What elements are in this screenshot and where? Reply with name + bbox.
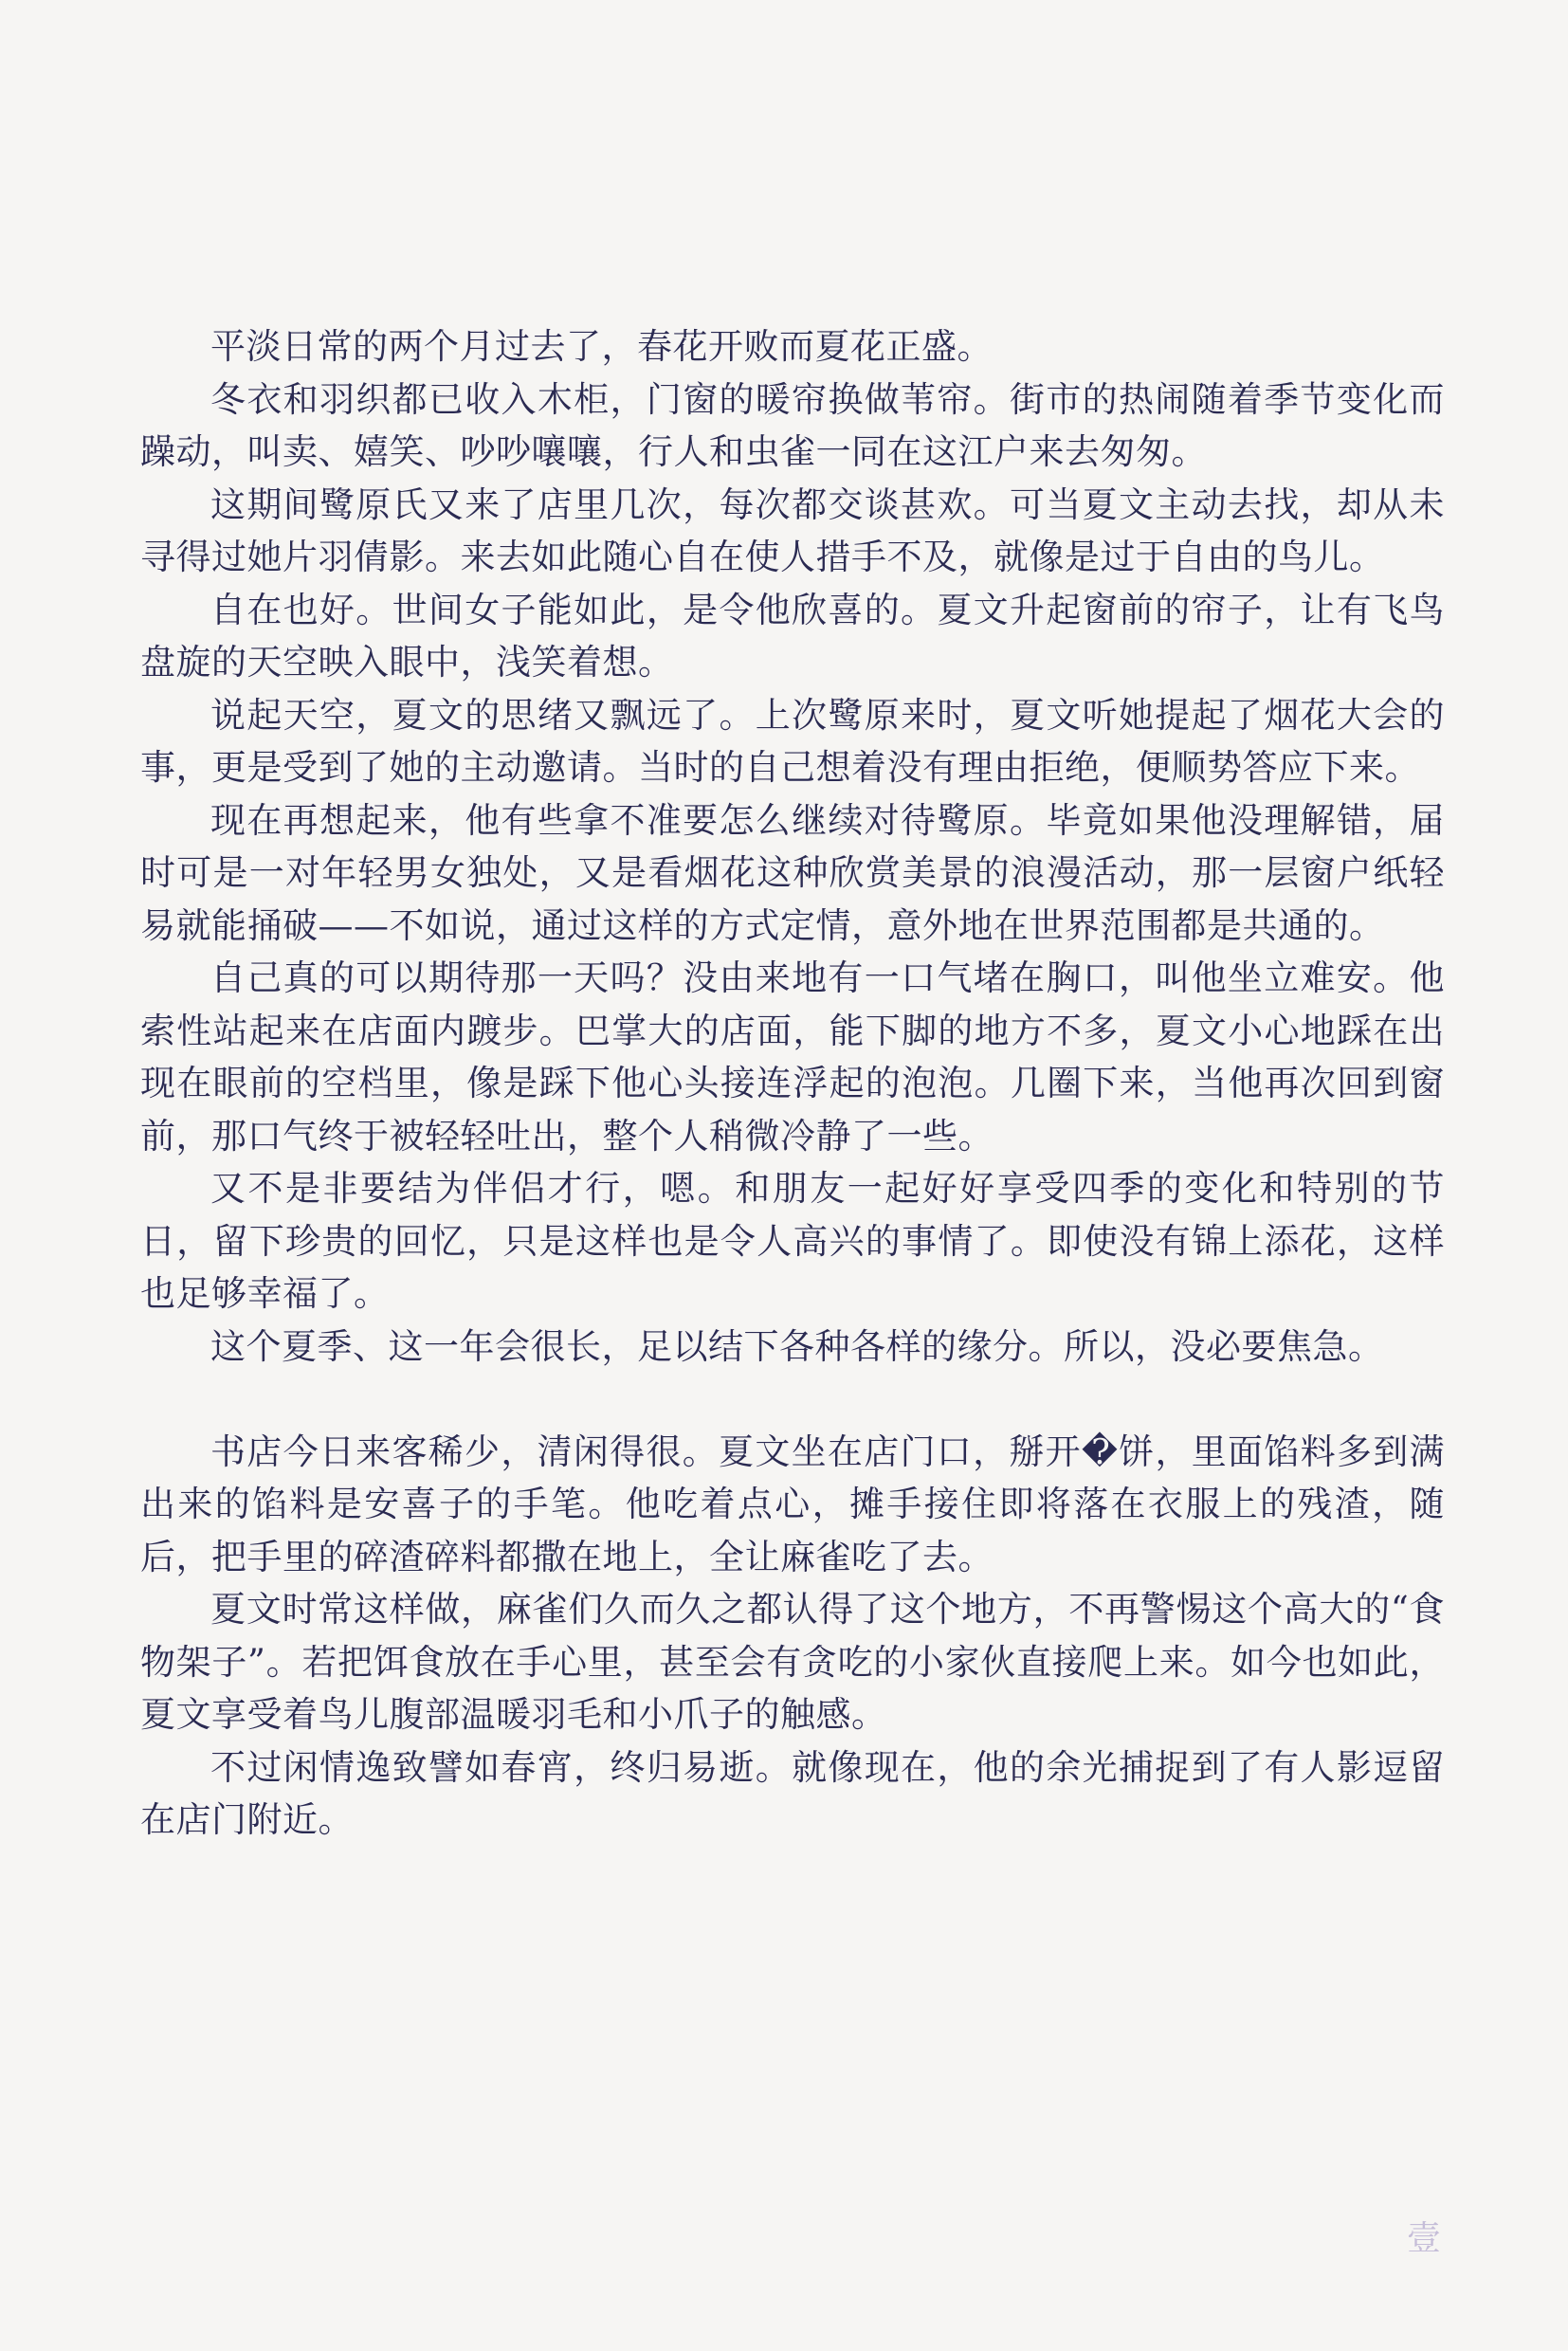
paragraph: 现在再想起来，他有些拿不准要怎么继续对待鹭原。毕竟如果他没理解错，届时可是一对年轻男女独处，又是看烟花这种欣赏美景的浪漫活动，那一层窗户纸轻易就能捅破——不如说，通过这样的方式定情，意外地在世界范围都是共通的。: [140, 799, 1445, 946]
paragraph: 自在也好。世间女子能如此，是令他欣喜的。夏文升起窗前的帘子，让有飞鸟盘旋的天空映入眼中，浅笑着想。: [140, 589, 1445, 683]
paragraph: 这个夏季、这一年会很长，足以结下各种各样的缘分。所以，没必要焦急。: [210, 1325, 1384, 1367]
paragraph: 冬衣和羽织都已收入木柜，门窗的暖帘换做苇帘。街市的热闹随着季节变化而躁动，叫卖、嬉笑、吵吵嚷嚷，行人和虫雀一同在这江户来去匆匆。: [140, 378, 1445, 472]
paragraph: 平淡日常的两个月过去了，春花开败而夏花正盛。: [210, 326, 993, 367]
paragraph: 自己真的可以期待那一天吗？没由来地有一口气堵在胸口，叫他坐立难安。他索性站起来在店面内踱步。巴掌大的店面，能下脚的地方不多，夏文小心地踩在出现在眼前的空档里，像是踩下他心头接连浮起的泡泡。几圈下来，当他再次回到窗前，那口气终于被轻轻吐出，整个人稍微冷静了一些。: [140, 957, 1445, 1157]
paragraph: 又不是非要结为伴侣才行，嗯。和朋友一起好好享受四季的变化和特别的节日，留下珍贵的回忆，只是这样也是令人高兴的事情了。即使没有锦上添花，这样也足够幸福了。: [140, 1168, 1445, 1314]
page-number: 壹: [1406, 2219, 1441, 2258]
paragraph: 说起天空，夏文的思绪又飘远了。上次鹭原来时，夏文听她提起了烟花大会的事，更是受到了她的主动邀请。当时的自己想着没有理由拒绝，便顺势答应下来。: [140, 694, 1445, 788]
paragraph: 这期间鹭原氏又来了店里几次，每次都交谈甚欢。可当夏文主动去找，却从未寻得过她片羽倩影。来去如此随心自在使人措手不及，就像是过于自由的鸟儿。: [140, 483, 1445, 577]
section-break: [140, 1373, 1445, 1426]
paragraph: 夏文时常这样做，麻雀们久而久之都认得了这个地方，不再警惕这个高大的“食物架子”。若把饵食放在手心里，甚至会有贪吃的小家伙直接爬上来。如今也如此，夏文享受着鸟儿腹部温暖羽毛和小爪子的触感。: [140, 1589, 1445, 1735]
paragraph: 不过闲情逸致譬如春宵，终归易逝。就像现在，他的余光捕捉到了有人影逗留在店门附近。: [140, 1746, 1445, 1840]
page-body: [140, 320, 1445, 1847]
paragraph: 书店今日来客稀少，清闲得很。夏文坐在店门口，掰开�饼，里面馅料多到满出来的馅料是安喜子的手笔。他吃着点心，摊手接住即将落在衣服上的残渣，随后，把手里的碎渣碎料都撒在地上，全让麻雀吃了去。: [140, 1431, 1445, 1577]
